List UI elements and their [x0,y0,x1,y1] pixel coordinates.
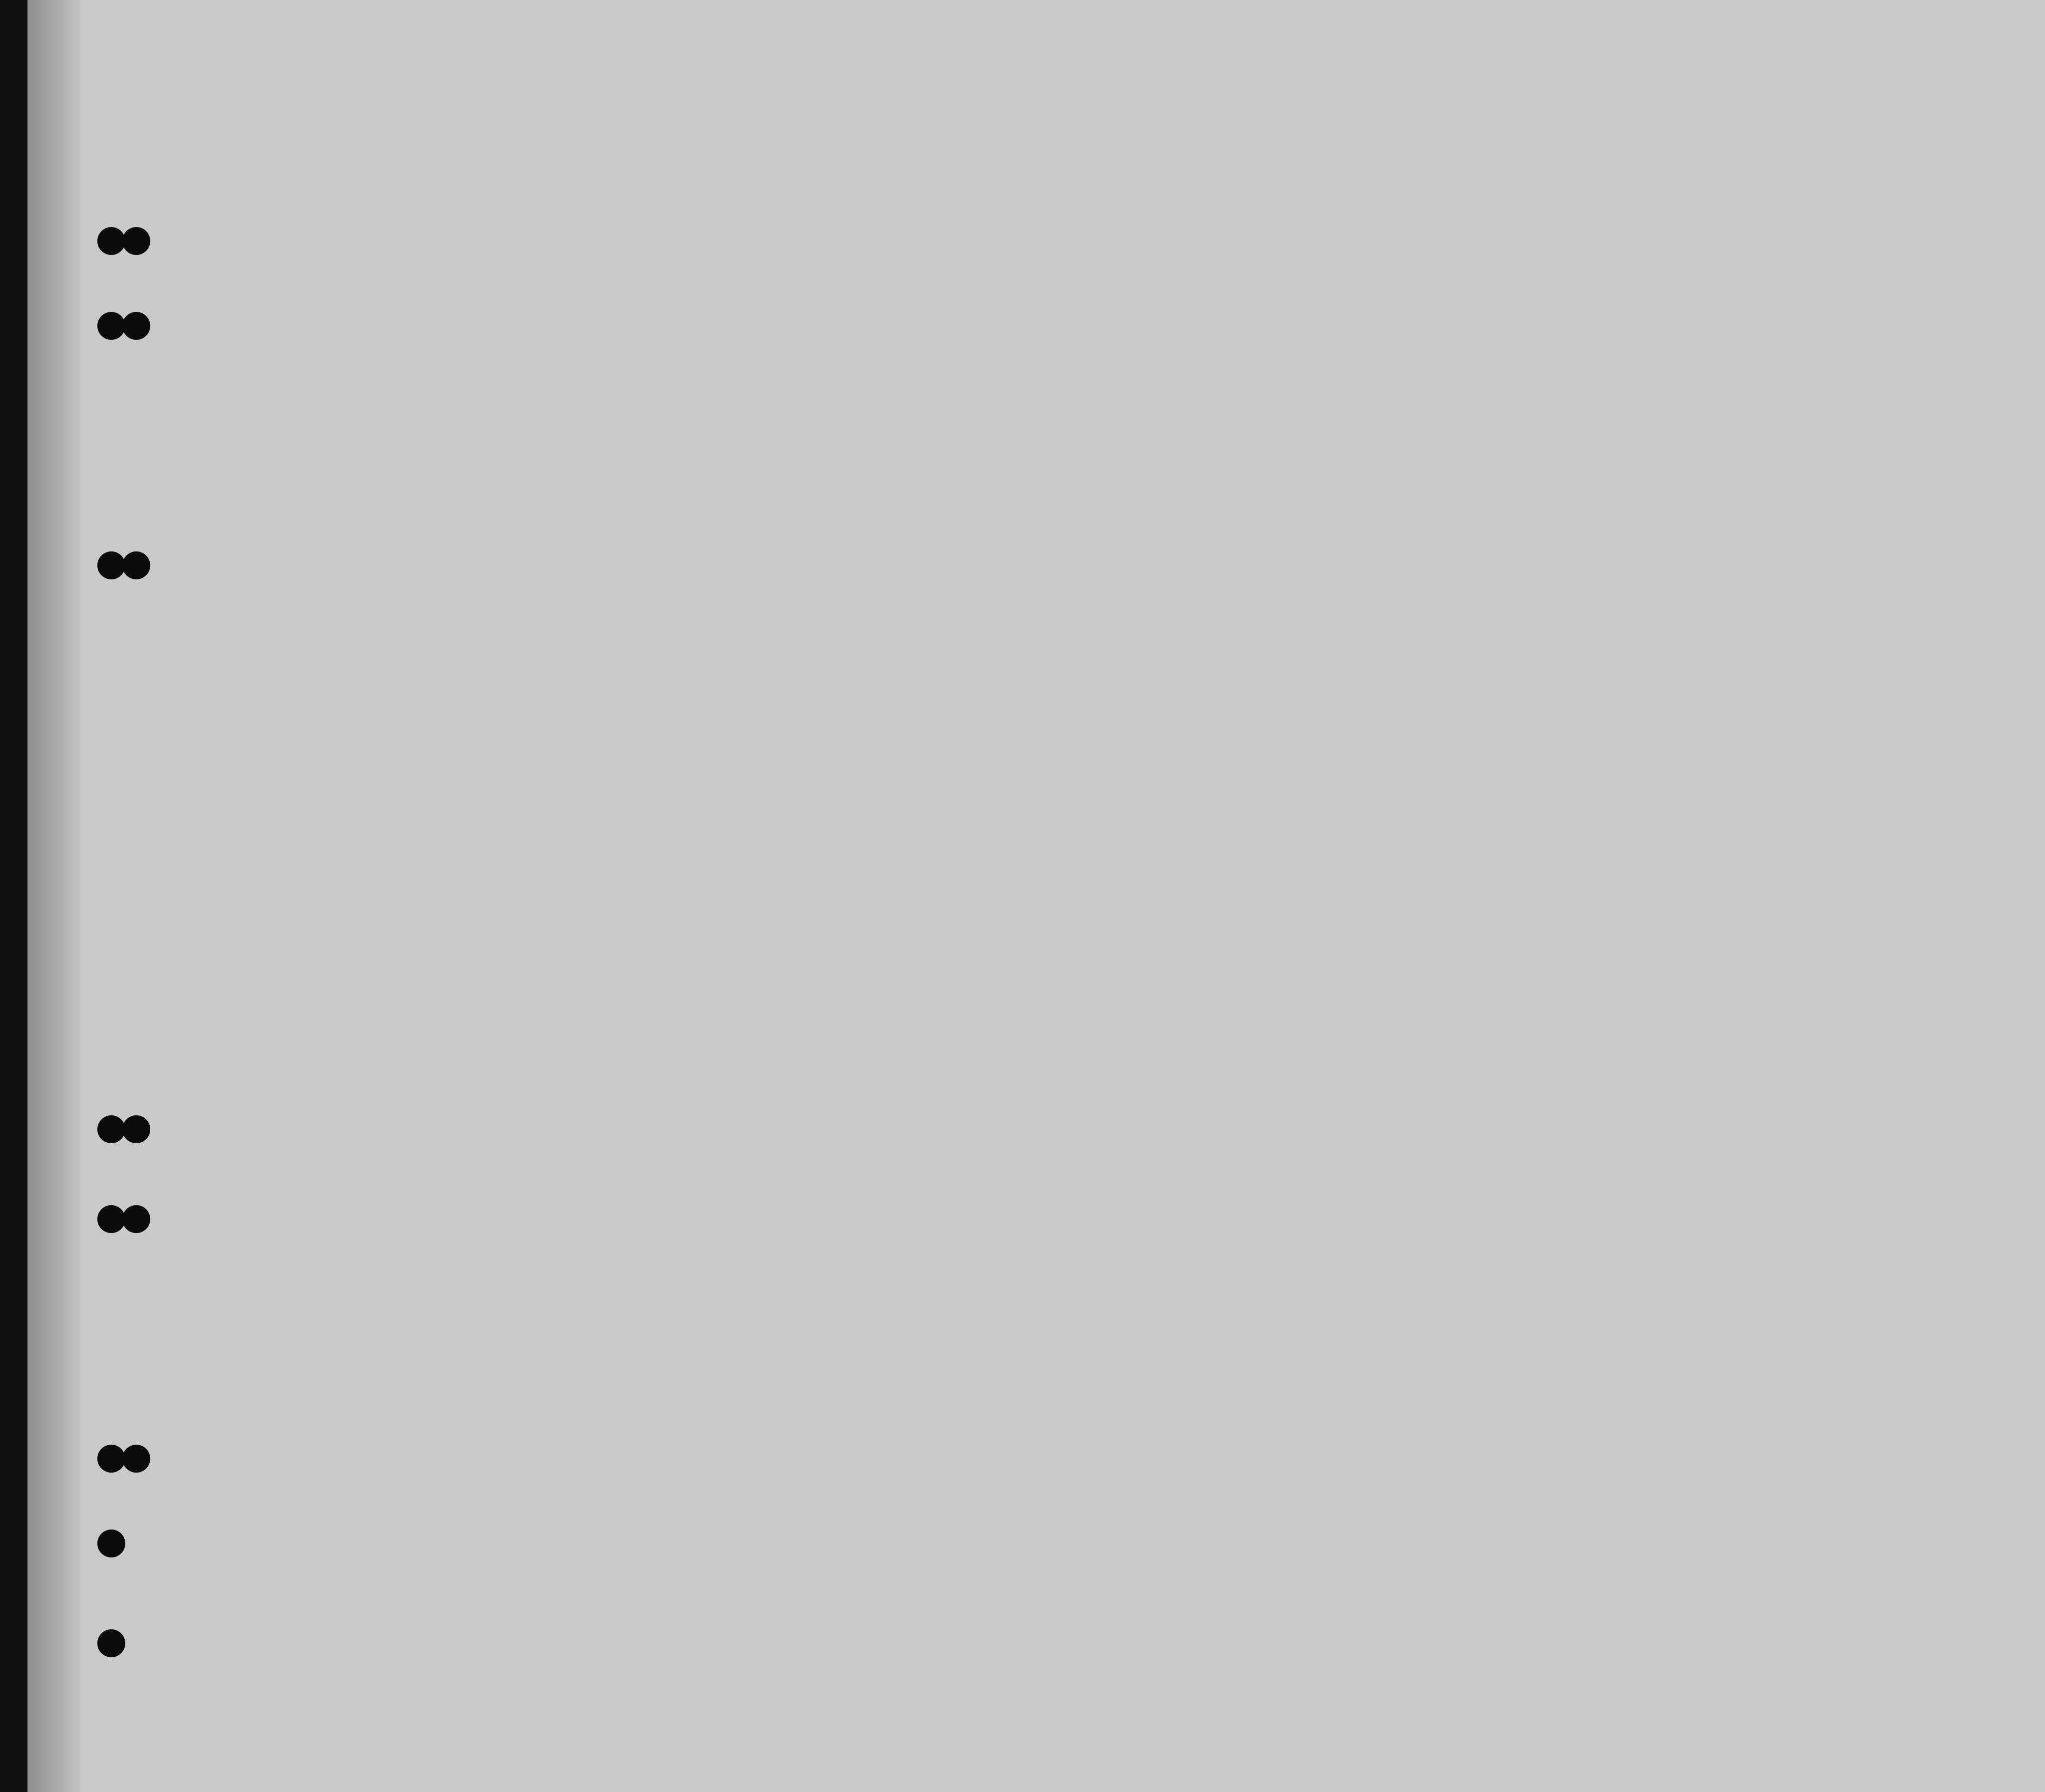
manifest-sheet [27,0,2045,1792]
form-grid [27,0,2045,1792]
